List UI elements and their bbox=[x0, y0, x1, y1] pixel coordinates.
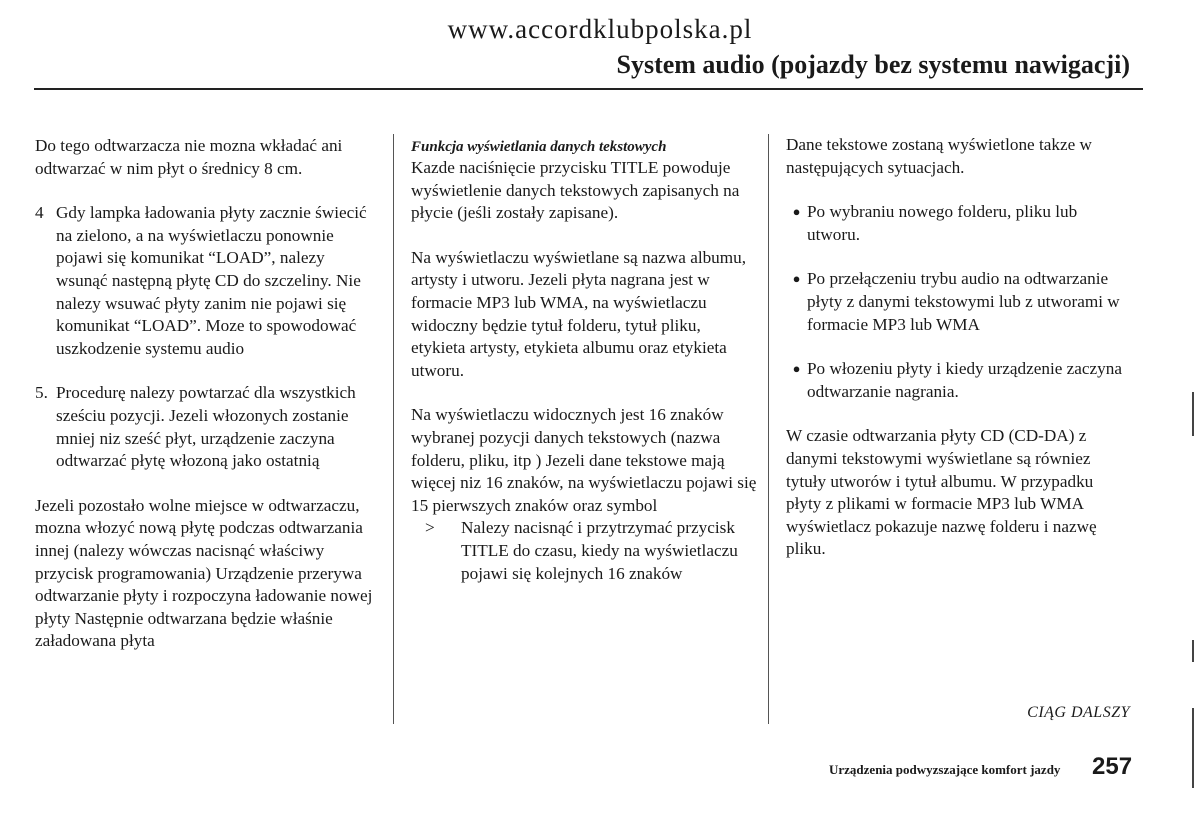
column-middle bbox=[411, 137, 759, 585]
intro-paragraph: Do tego odtwarzacza nie mozna wkładać ani odtwarzać w nim płyt o średnicy 8 cm. bbox=[35, 136, 343, 178]
column-divider bbox=[393, 134, 394, 724]
page-number: 257 bbox=[1092, 753, 1133, 780]
step-4 bbox=[35, 202, 380, 360]
footer-section-title: Urządzenia podwyzszające komfort jazdy bbox=[829, 762, 1061, 777]
bullet-icon: ● bbox=[792, 361, 801, 377]
page-edge-mark bbox=[1192, 392, 1194, 436]
header-divider bbox=[34, 88, 1143, 90]
step-number: 5. bbox=[35, 383, 48, 403]
bullet-item bbox=[786, 268, 1131, 336]
bullet-item bbox=[786, 358, 1131, 403]
step-text: Procedurę nalezy powtarzać dla wszystkich sześciu pozycji. Jezeli włozonych zostanie mniej niz sześć płyt, urządzenie zaczyna odtwarzać płytę włozoną jako ostatnią bbox=[56, 383, 356, 471]
symbol-line bbox=[411, 517, 759, 585]
outro-paragraph: Jezeli pozostało wolne miejsce w odtwarzaczu, mozna włozyć nową płytę podczas odtwarzania innej (nalezy wówczas nacisnąć właściwy przycisk programowania) Urządzenie przerywa odtwarzanie płyty i rozpoczyna ładowanie nowej płyty Następnie odtwarzana będzie właśnie załadowana płyta bbox=[35, 495, 373, 651]
paragraph: Na wyświetlaczu wyświetlane są nazwa albumu, artysty i utworu. Jezeli płyta nagrana jest w formacie MP3 lub WMA, na wyświetlaczu widoczny będzie tytuł folderu, tytuł pliku, etykieta artysty, etykieta albumu oraz etykieta utworu. bbox=[411, 247, 747, 380]
bullet-text: Po wybraniu nowego folderu, pliku lub utworu. bbox=[807, 202, 1078, 244]
paragraph bbox=[411, 404, 759, 585]
page-edge-mark bbox=[1192, 708, 1194, 788]
bullet-text: Po przełączeniu trybu audio na odtwarzanie płyty z danymi tekstowymi lub z utworami w formacie MP3 lub WMA bbox=[807, 269, 1120, 334]
paragraph-text: Na wyświetlaczu widocznych jest 16 znaków wybranej pozycji danych tekstowych (nazwa folderu, pliku, itp ) Jezeli dane tekstowe mają więcej niz 16 znaków, na wyświetlaczu pojawi się 15 pierwszych znaków oraz symbol bbox=[411, 405, 757, 515]
bullet-text: Po włozeniu płyty i kiedy urządzenie zaczyna odtwarzanie nagrania. bbox=[807, 359, 1122, 401]
step-text: Gdy lampka ładowania płyty zacznie świecić na zielono, a na wyświetlaczu ponownie pojawi się komunikat “LOAD”, nalezy wsunąć następną płytę CD do szczeliny. Nie nalezy wsuwać płyty zanim nie pojawi się komunikat “LOAD”. Moze to spowodować uszkodzenie systemu audio bbox=[56, 203, 367, 358]
continued-label: CIĄG DALSZY bbox=[1027, 704, 1130, 721]
paragraph-text: Nalezy nacisnąć i przytrzymać przycisk TITLE do czasu, kiedy na wyświetlaczu pojawi się kolejnych 16 znaków bbox=[461, 518, 738, 583]
page-title: System audio (pojazdy bez systemu nawigacji) bbox=[616, 50, 1130, 79]
bullet-icon: ● bbox=[792, 204, 801, 220]
column-right bbox=[786, 134, 1131, 583]
column-divider bbox=[768, 134, 769, 724]
bullet-item bbox=[786, 201, 1131, 246]
bullet-icon: ● bbox=[792, 271, 801, 287]
outro-paragraph: W czasie odtwarzania płyty CD (CD-DA) z danymi tekstowymi wyświetlane są równiez tytuły utworów i tytuł albumu. W przypadku płyty z plikami w formacie MP3 lub WMA wyświetlacz pokazuje nazwę folderu i nazwę pliku. bbox=[786, 426, 1097, 559]
intro-paragraph: Dane tekstowe zostaną wyświetlone takze w następujących sytuacjach. bbox=[786, 135, 1092, 177]
chevron-right-symbol: > bbox=[425, 518, 435, 538]
step-number: 4 bbox=[35, 203, 44, 223]
site-url: www.accordklubpolska.pl bbox=[447, 14, 753, 44]
paragraph: Kazde naciśnięcie przycisku TITLE powoduje wyświetlenie danych tekstowych zapisanych na płycie (jeśli zostały zapisane). bbox=[411, 158, 740, 223]
page-edge-mark bbox=[1192, 640, 1194, 662]
step-5 bbox=[35, 382, 380, 472]
section-heading: Funkcja wyświetlania danych tekstowych bbox=[411, 139, 667, 155]
column-left bbox=[35, 135, 380, 675]
